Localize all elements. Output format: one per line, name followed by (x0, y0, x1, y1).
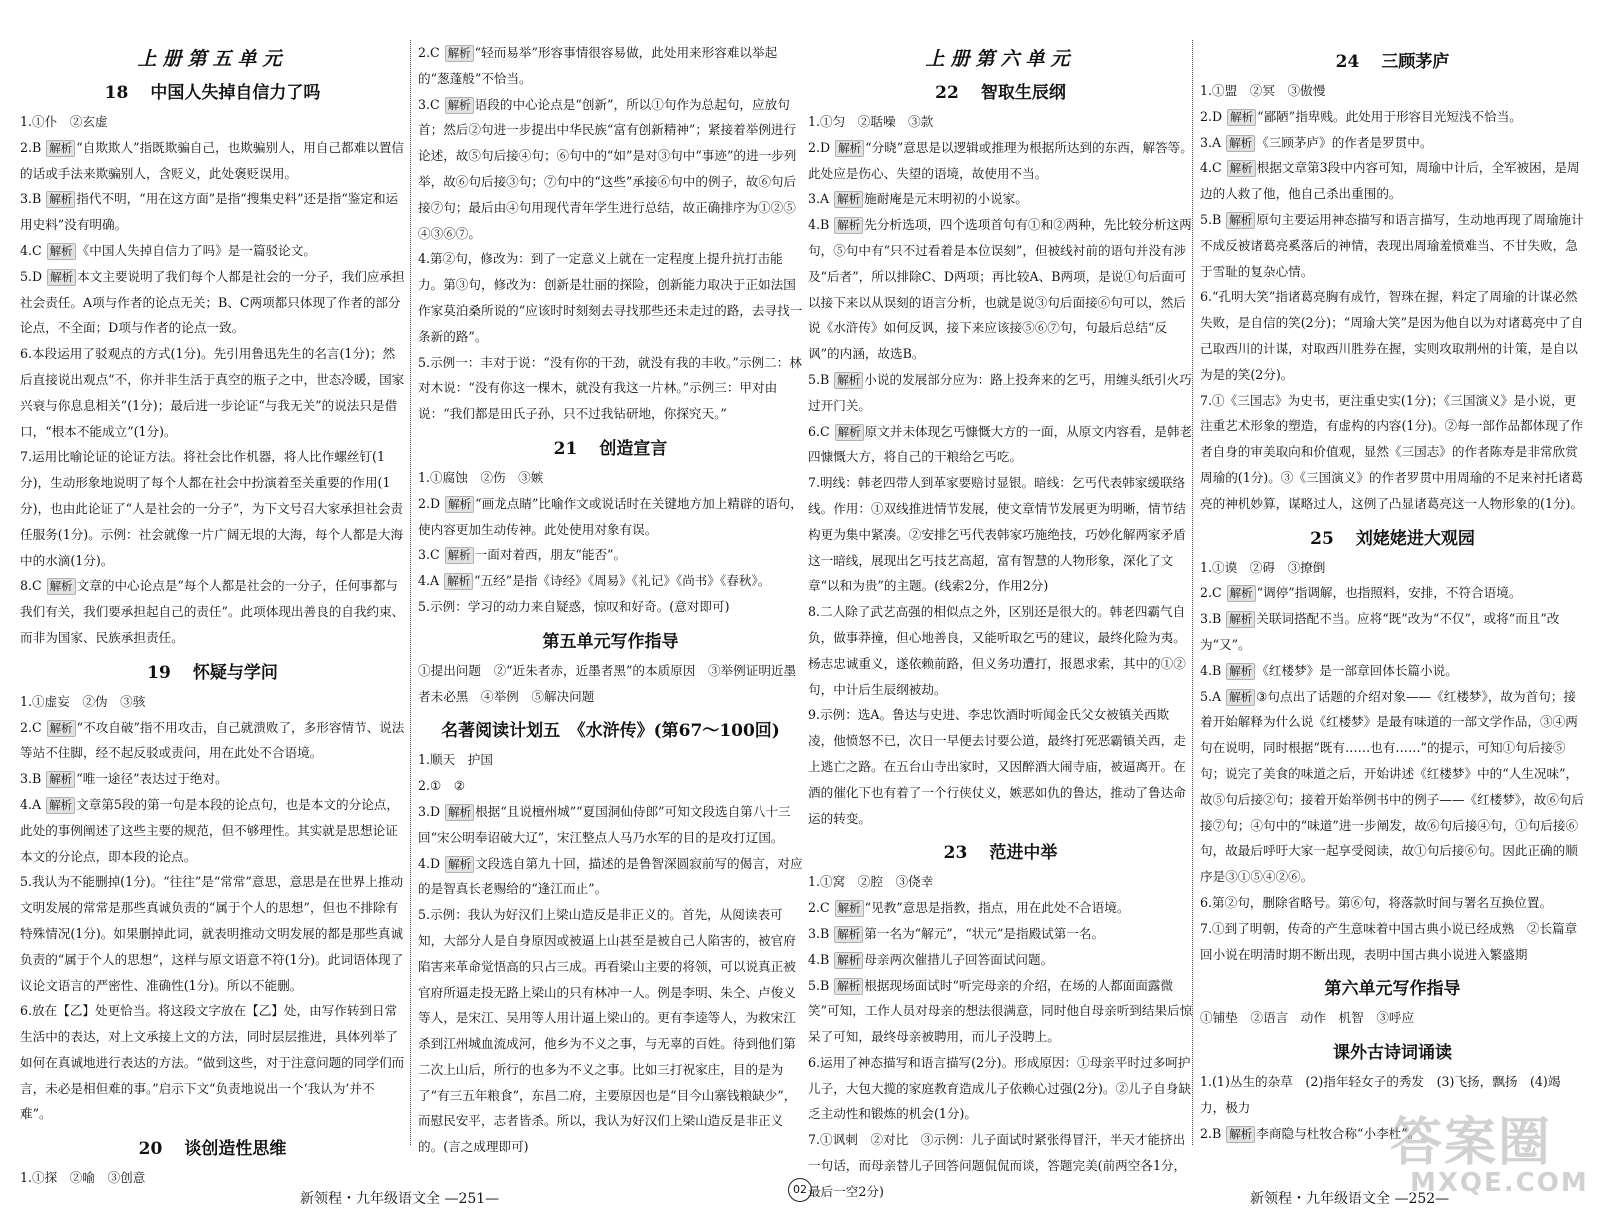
answer-text: 7.①讽刺 ②对比 ③示例：儿子面试时紧张得冒汗，半天才能挤出一句话，而母亲替儿子回答问题侃侃而谈，答题完美(前两空各1分，最后一空2分) (808, 1132, 1187, 1199)
answer-item (808, 1050, 1193, 1127)
answer-text: 1.①匀 ②聒噪 ③款 (808, 114, 934, 129)
answer-text: 2.C (808, 900, 830, 916)
analysis-tag: 解析 (1227, 160, 1256, 177)
answer-item (418, 594, 803, 620)
lesson-heading (418, 716, 803, 741)
answer-item (1200, 555, 1585, 581)
analysis-text: “分晓”意思是以逻辑或推理为根据所达到的东西，解答等。此处应是伤心、失望的语境，故使用不当。 (808, 139, 1193, 181)
watermark-logo (1370, 1100, 1595, 1210)
answer-item (1200, 78, 1585, 104)
lesson-heading (1200, 47, 1585, 72)
analysis-text: 小说的发展部分应为：路上投奔来的乞丐，用缠头纸引火巧过开门关。 (808, 371, 1192, 413)
answer-text: 8.C (20, 578, 42, 594)
lesson-number: 23 (943, 843, 968, 864)
answer-item (418, 542, 803, 568)
answer-text: 2.B (1200, 1125, 1222, 1141)
answer-text: 3.A (808, 191, 830, 207)
answer-item (20, 689, 405, 715)
answer-item (20, 766, 405, 792)
answer-item (808, 895, 1193, 921)
answer-text: 2.D (1200, 108, 1223, 124)
answer-item (1200, 658, 1585, 684)
lesson-heading (418, 434, 803, 459)
answer-text: 6.第②句，删除省略号。第⑥句，将落款时间与署名互换位置。 (1200, 894, 1553, 910)
analysis-tag: 解析 (47, 720, 76, 737)
answer-text: 2.C (20, 719, 42, 735)
analysis-tag: 解析 (834, 372, 863, 389)
answer-text: 3.A (1200, 134, 1222, 150)
answer-item (1200, 684, 1585, 890)
answer-item (20, 135, 405, 187)
answer-item (1200, 388, 1585, 517)
analysis-text: 原文并未体现乞丐慷慨大方的一面，从原文内容看，是韩老四慷慨大方，将自己的干粮给乞丐吃。 (808, 423, 1193, 465)
answer-text: 4.A (20, 796, 42, 812)
analysis-text: 《红楼梦》是一部章回体长篇小说。 (1256, 662, 1458, 678)
answer-item (20, 186, 405, 238)
answer-text: 4.D (418, 855, 441, 871)
analysis-tag: 解析 (46, 140, 75, 157)
analysis-tag: 解析 (835, 900, 864, 917)
analysis-text: ③句点出了话题的介绍对象——《红楼梦》，故为首句；接着开始解释为什么说《红楼梦》是最有味道的一部文学作品，③④两句在说明，同时根据“既有……也有……”的提示，可知①句后接⑤句；说完了美食的味道之后，开始讲述《红楼梦》中的“人生况味”，故⑤句后接②句；接着开始举例书中的例子——《红楼梦》，故⑥句后接⑦句；④句中的“味道”进一步阐发，故⑥句后接④句，①句后接⑥句，故最后呼吁大家一起享受阅读，故①句后接⑥句。因此正确的顺序是③①⑤④②⑥。 (1200, 688, 1585, 885)
column-4 (1200, 40, 1585, 1145)
answer-text: 1.顺天 护国 (418, 752, 493, 768)
answer-text: 4.C (1200, 160, 1222, 176)
answer-item (20, 715, 405, 767)
lesson-title: 智取生辰纲 (980, 83, 1066, 103)
lesson-title: 名著阅读计划五 《水浒传》(第67～100回) (441, 721, 780, 742)
answer-item (418, 40, 803, 92)
footer-page-number-left: 新领程・九年级语文全 —251— (300, 1191, 500, 1207)
answer-text: 3.B (808, 925, 830, 941)
answer-item (808, 869, 1193, 895)
lesson-number: 18 (104, 83, 129, 103)
analysis-text: 根据文章第3段中内容可知，周瑜中计后，全军被困，是周边的人救了他，他自己杀出重围的。 (1200, 160, 1580, 202)
analysis-text: “五经”是指《诗经》《周易》《礼记》《尚书》《春秋》。 (474, 573, 771, 589)
answer-text: 1.(1)丛生的杂草 (2)指年轻女子的秀发 (3)飞扬，飘扬 (4)竭力，极力 (1200, 1074, 1561, 1115)
lesson-heading (20, 78, 405, 103)
analysis-tag: 解析 (46, 771, 75, 788)
column-divider (1192, 40, 1193, 1145)
answer-text: 4.B (808, 951, 830, 967)
analysis-text: 文章第5段的第一句是本段的论点句，也是本文的分论点，此处的事例阐述了这些主要的规范，但不够理性。其实就是思想论证本文的分论点，即本段的论点。 (20, 796, 399, 864)
answer-text: 3.B (20, 191, 42, 207)
analysis-text: “调停”指调解，也指照料，安排，不符合语境。 (1256, 585, 1522, 601)
analysis-text: 一面对着西，朋友“能否”。 (474, 547, 627, 563)
analysis-text: 本文主要说明了我们每个人都是社会的一分子，我们应承担社会责任。A项与作者的论点无关；B、C两项都只体现了作者的部分论点，不全面；D项与作者的论点一致。 (20, 268, 405, 336)
answer-text: 3.C (418, 547, 440, 563)
answer-text: 7.运用比喻论证的论证方法。将社会比作机器，将人比作螺丝钉(1分)，生动形象地说明了每个人都在社会中扮演着至关重要的作用(1分)，也由此论证了“人是社会的一分子”，为下文号召大家承担社会责任服务(1分)。示例：社会就像一片广阔无垠的大海，每个人都是大海中的水滴(1分)。 (20, 449, 404, 568)
lesson-heading (1200, 1038, 1585, 1063)
analysis-tag: 解析 (1226, 212, 1255, 229)
answer-text: 3.C (418, 96, 440, 112)
answer-item (808, 135, 1193, 187)
answer-item (808, 367, 1193, 419)
lesson-title: 三顾茅庐 (1381, 52, 1450, 72)
column-1 (20, 40, 405, 1186)
analysis-tag: 解析 (835, 424, 864, 441)
answer-text: 5.B (1200, 211, 1222, 227)
analysis-text: 先分析选项，四个选项首句有①和②两种，先比较分析这两句，⑤句中有“只不过看着是本位误刻”，但被线衬前的语句并没有涉及“后者”，所以排除C、D两项；再比较A、B两项，是说①句后面可以接下来以从误刻的语言分析，也就是说③句后面接⑥句可以，然后说《水浒传》如何反讽，接下来应该接⑤⑥⑦句，句最后总结“反讽”的内涵，故选B。 (808, 217, 1192, 362)
answer-item (418, 658, 803, 710)
answer-text: 5.B (808, 977, 830, 993)
answer-text: 4.C (20, 242, 42, 258)
lesson-title: 创造宣言 (599, 438, 668, 459)
column-2 (418, 40, 803, 1155)
analysis-tag: 解析 (445, 547, 474, 564)
page-marker-badge: 02 (788, 1178, 812, 1202)
answer-text: 1.①探 ②喻 ③创意 (20, 1170, 146, 1186)
answer-text: 2.D (808, 139, 831, 155)
answer-text: 1.①仆 ②玄虚 (20, 114, 108, 129)
answer-item (808, 921, 1193, 947)
analysis-tag: 解析 (1226, 689, 1255, 706)
analysis-tag: 解析 (445, 496, 474, 513)
lesson-title: 谈创造性思维 (184, 1139, 287, 1160)
lesson-heading (808, 838, 1193, 863)
answer-item (808, 947, 1193, 973)
answer-item (808, 109, 1193, 135)
answer-text: 4.A (418, 573, 440, 589)
lesson-number: 25 (1310, 528, 1334, 549)
lesson-title: 课外古诗词诵读 (1333, 1043, 1452, 1064)
answer-item (1200, 284, 1585, 387)
answer-text: 3.B (20, 771, 42, 787)
answer-item (20, 238, 405, 264)
answer-item (418, 350, 803, 427)
analysis-tag: 解析 (834, 952, 863, 969)
answer-item (418, 465, 803, 491)
analysis-tag: 解析 (1226, 611, 1255, 628)
answer-item (20, 573, 405, 650)
analysis-tag: 解析 (445, 97, 474, 114)
answer-item (418, 491, 803, 543)
answer-text: 4.B (1200, 662, 1222, 678)
lesson-title: 第五单元写作指导 (542, 631, 679, 652)
answer-text: 5.示例：我认为好汉们上梁山造反是非正义的。首先，从阅读表可知，大部分人是自身原因或被逼上山甚至是被自己人陷害的，被官府陷害来革命觉悟高的只占三成。再看梁山主要的将领，可以说真正被官府所逼走投无路上梁山的只有林冲一人。例是李明、朱仝、卢俊义等人，是宋江、吴用等人用计逼上梁山的。更有李逵等人，为救宋江杀到江州城血流成河，他乡为不义之事，与无辜的百姓。待到他们第二次上山后，所行的也多为不义之事。比如三打祝家庄，目的是为了“有三五年粮食”，东昌二府，主要原因也是“目今山寨钱粮缺少”，而慰民安平，志者皆杀。所以，我认为好汉们上梁山造反是非正义的。(言之成理即可) (418, 907, 797, 1155)
analysis-tag: 解析 (834, 191, 863, 208)
lesson-title: 中国人失掉自信力了吗 (150, 83, 321, 103)
analysis-text: 《中国人失掉自信力了吗》是一篇驳论文。 (76, 242, 316, 258)
analysis-tag: 解析 (1227, 585, 1256, 602)
answer-item (808, 419, 1193, 471)
unit-title: 上册第五单元 (137, 48, 288, 70)
analysis-tag: 解析 (834, 926, 863, 943)
analysis-tag: 解析 (835, 140, 864, 157)
answer-item (808, 470, 1193, 599)
answer-item (1200, 580, 1585, 606)
answer-text: 8.二人除了武艺高强的相似点之外，区别还是很大的。韩老四霸气自负，做事莽撞，但心地善良，又能听取乞丐的建议，最终化险为夷。杨志忠诚重义，遂依赖前路，但义务功遭打，报恩求索，其中的①②句，中计后生辰纲被劫。 (808, 604, 1186, 697)
answer-item (808, 186, 1193, 212)
answer-text: 5.示例一：丰对于说：“没有你的干劲，就没有我的丰收。”示例二：林对木说：“没有你这一棵木，就没有我这一片林。”示例三：甲对由说：“我们都是田氏子孙，只不过我钻研地，你探究天。” (418, 354, 802, 422)
answer-item (808, 212, 1193, 367)
answer-item (808, 973, 1193, 1050)
analysis-text: 第一名为“解元”，“状元”是指殿试第一名。 (864, 925, 1105, 941)
column-divider (410, 40, 411, 1145)
analysis-text: 文段选自第九十回，描述的是鲁智深圆寂前写的偈言，对应的是智真长老赐给的“逢江而止”。 (418, 855, 803, 897)
answer-item (1200, 606, 1585, 658)
analysis-text: 原句主要运用神态描写和语言描写，生动地再现了周瑜施计不成反被诸葛亮奚落后的神情，表现出周瑜羞愤难当、不甘失败，急于雪耻的复杂心情。 (1200, 211, 1584, 279)
lesson-heading (808, 78, 1193, 103)
analysis-text: 根据现场面试时“听完母亲的介绍，在场的人都面面露微笑”可知，工作人员对母亲的想法很满意，同时他自母亲听到结果后惊呆了可知，最终母亲被聘用，而儿子没聘上。 (808, 977, 1193, 1045)
answer-item (418, 747, 803, 773)
analysis-text: 母亲两次催措儿子回答面试问题。 (864, 951, 1054, 967)
lesson-number: 20 (138, 1139, 163, 1160)
lesson-title: 刘姥姥进大观园 (1355, 528, 1475, 549)
answer-item (1200, 890, 1585, 916)
answer-text: 7.明线：韩老四带人到革家要赔讨显银。暗线：乞丐代表韩家缓联络线。作用：①双线推进情节发展，使文章情节发展更为明晰，情节结构更为集中紧凑。②安排乞丐代表韩家巧施绝技，巧妙化解两家矛盾这一暗线，展现出乞丐技艺高超，富有智慧的人物形象，深化了文章“以和为贵”的主题。(线索2分，作用2分) (808, 475, 1186, 594)
analysis-tag: 解析 (47, 578, 76, 595)
lesson-number: 22 (935, 83, 959, 103)
lesson-number: 21 (553, 438, 578, 459)
answer-item (1200, 104, 1585, 130)
analysis-tag: 解析 (444, 573, 473, 590)
answer-item (418, 902, 803, 1160)
answer-item (1200, 916, 1585, 968)
analysis-text: “鄙陋”指卑贱。此处用于形容目光短浅不恰当。 (1257, 108, 1522, 124)
analysis-tag: 解析 (46, 797, 75, 814)
answer-item (808, 599, 1193, 702)
analysis-text: “不攻自破”指不用攻击，自己就溃败了，多形容情节、说法等站不住脚，经不起反驳或责问，用在此处不合语境。 (20, 719, 405, 761)
answer-text: ①提出问题 ②“近朱者赤，近墨者黑”的本质原因 ③举例证明近墨者未必黑 ④举例 ⑤解决问题 (418, 662, 797, 704)
watermark-url: MXQE.COM (1410, 1168, 1589, 1198)
analysis-tag: 解析 (47, 269, 76, 286)
answer-text: 6.运用了神态描写和语言描写(2分)。形成原因：①母亲平时过多呵护儿子，大包大揽的家庭教育造成儿子依赖心过强(2分)。②儿子自身缺乏主动性和锻炼的机会(1分)。 (808, 1054, 1192, 1122)
answer-item (20, 341, 405, 444)
analysis-tag: 解析 (1226, 1126, 1255, 1143)
analysis-tag: 解析 (46, 191, 75, 208)
column-3 (808, 40, 1193, 1199)
answer-text: 5.B (808, 371, 830, 387)
analysis-text: “自欺欺人”指既欺骗自己，也欺骗别人，用自己都难以置信的话或手法来欺骗别人，含贬义，此处褒贬误用。 (20, 139, 405, 181)
analysis-tag: 解析 (445, 856, 474, 873)
answer-item (808, 702, 1193, 831)
answer-text: 7.①《三国志》为史书，更注重史实(1分)；《三国演义》是小说，更注重艺术形象的塑造，有虚构的内容(1分)。②每一部作品都体现了作者自身的审美取向和价值观，显然《三国志》的作者陈寿是非常欣赏周瑜的(1分)。③《三国演义》的作者罗贯中用周瑜的不足来衬托诸葛亮的神机妙算，谋略过人，这例了凸显诸葛亮这一人物形象的(1分)。 (1200, 392, 1584, 511)
answer-text: 5.A (1200, 688, 1222, 704)
answer-text: 2.C (418, 45, 440, 60)
lesson-title: 第六单元写作指导 (1324, 979, 1461, 1000)
lesson-title: 范进中举 (989, 843, 1058, 864)
answer-text: 2.C (1200, 585, 1222, 601)
watermark-text: 答案圈 (1390, 1113, 1553, 1173)
answer-item (20, 792, 405, 869)
analysis-tag: 解析 (834, 978, 863, 995)
answer-text: 1.①盟 ②冥 ③傲慢 (1200, 83, 1326, 98)
analysis-text: 指代不明，“用在这方面”是指“搜集史料”还是指“鉴定和运用史料”没有明确。 (20, 191, 399, 233)
analysis-text: 语段的中心论点是“创新”，所以①句作为总起句，应放句首；然后②句进一步提出中华民族“富有创新精神”；紧接着举例进行论述，故⑤句后接④句；⑥句中的“如”是对③句中“事迹”的进一步列举，故⑥句后接③句；⑦句中的“这些”承接⑥句中的例子，故⑥句后接⑦句；最后由④句用现代青年学生进行总结，故正确排序为①②⑤④③⑥⑦。 (418, 96, 797, 241)
answer-item (1200, 207, 1585, 284)
analysis-text: 施耐庵是元末明初的小说家。 (864, 191, 1028, 207)
answer-text: 1.①窝 ②腔 ③侥幸 (808, 874, 934, 890)
analysis-text: 关联词搭配不当。应将“既”改为“不仅”，或将“而且”改为“又”。 (1200, 611, 1560, 652)
answer-text: 2.B (20, 139, 42, 155)
answer-item (418, 851, 803, 903)
analysis-text: “轻而易举”形容事情很容易做，此处用来形容难以举起的“葱蓬般”不恰当。 (418, 45, 778, 86)
analysis-text: “画龙点睛”比喻作文或说话时在关键地方加上精辟的语句，使内容更加生动传神。此处使用对象有误。 (418, 495, 803, 537)
footer-page-number-right: 新领程・九年级语文全 —252— (1250, 1191, 1450, 1207)
answer-item (418, 92, 803, 247)
answer-text: 6.C (808, 423, 830, 439)
analysis-tag: 解析 (445, 45, 474, 62)
answer-item (418, 568, 803, 594)
analysis-tag: 解析 (1226, 663, 1255, 680)
analysis-text: “唯一途径”表达过于绝对。 (76, 771, 228, 787)
answer-text: 4.B (808, 217, 830, 233)
answer-item (418, 246, 803, 349)
answer-text: 1.①谟 ②碍 ③撩倒 (1200, 559, 1326, 575)
answer-text: 1.①腐蚀 ②伤 ③嫉 (418, 469, 544, 485)
answer-item (1200, 1005, 1585, 1031)
answer-item (20, 444, 405, 573)
answer-text: 3.D (418, 803, 441, 819)
answer-item (20, 109, 405, 135)
analysis-tag: 解析 (1226, 135, 1255, 152)
unit-title: 上册第六单元 (925, 48, 1076, 70)
right-page (800, 0, 1600, 1217)
answer-item (418, 773, 803, 799)
lesson-heading (1200, 524, 1585, 549)
answer-item (808, 1127, 1193, 1204)
lesson-heading (20, 1134, 405, 1159)
answer-text: 5.D (20, 268, 43, 284)
analysis-text: 李商隐与杜牧合称“小李杜”。 (1256, 1125, 1421, 1141)
analysis-tag: 解析 (1227, 109, 1256, 126)
analysis-text: 根据“且说檀州城”“夏国洞仙侍郎”可知文段选自第八十三回“宋公明奉诏破大辽”，宋江整点人马乃水军的目的是攻打辽国。 (418, 803, 791, 845)
lesson-number: 19 (147, 662, 171, 683)
answer-text: 2.D (418, 495, 441, 511)
answer-item (20, 264, 405, 341)
answer-item (418, 799, 803, 851)
analysis-text: “见教”意思是指教，指点，用在此处不合语境。 (864, 900, 1130, 916)
answer-item (1200, 130, 1585, 156)
answer-item (20, 869, 405, 998)
answer-text: 7.①到了明朝，传奇的产生意味着中国古典小说已经成熟 ②长篇章回小说在明清时期不断出现，表明中国古典小说进入繁盛期 (1200, 920, 1578, 962)
analysis-tag: 解析 (445, 804, 474, 821)
answer-text: 5.示例：学习的动力来自疑惑，惊叹和好奇。(意对即可) (418, 598, 730, 614)
lesson-heading (1200, 974, 1585, 999)
analysis-tag: 解析 (834, 217, 863, 234)
answer-text: 6.“孔明大笑”指诸葛亮胸有成竹，智珠在握，料定了周瑜的计谋必然失败，是自信的笑(2分)；“周瑜大笑”是因为他自以为对诸葛亮中了自己取西川的计谋，对取西川胜券在握，实则攻取荆州的计策，是自以为是的笑(2分)。 (1200, 289, 1584, 382)
analysis-text: 《三顾茅庐》的作者是罗贯中。 (1256, 134, 1433, 150)
lesson-heading (20, 658, 405, 683)
answer-text: 3.B (1200, 611, 1222, 627)
answer-text: 4.第②句，修改为：到了一定意义上就在一定程度上提升抗打击能力。第③句，修改为：创新是壮丽的探险，创新能力取决于正如法国作家莫泊桑所说的“应该时时刻刻去寻找那些还未走过的路，去寻找一条新的路”。 (418, 251, 803, 344)
lesson-number: 24 (1335, 52, 1360, 72)
answer-item (20, 998, 405, 1127)
answer-text: 6.放在【乙】处更恰当。将这段文字放在【乙】处，由写作转到日常生活中的表达，对上文承接上文的方法，同时层层推进，具体列举了如何在真诚地进行表达的方法。“做到这些，对于注意问题的同学们而言，未必是相但难的事。”启示下文“负责地说出一个‘我认为’并不难”。 (20, 1003, 405, 1122)
answer-text: 9.示例：选A。鲁达与史进、李忠饮酒时听闻金氏父女被镇关西欺凌，他愤怒不已，次日一早便去讨要公道，最终打死恶霸镇关西，走上逃亡之路。在五台山寺出家时，又因醉酒大闹寺庙，被逼离开。在酒的催化下也有着了一个行侠仗义，嫉恶如仇的鲁达，推动了鲁达命运的转变。 (808, 707, 1186, 826)
answer-text: 1.①虚妄 ②伪 ③骇 (20, 693, 146, 709)
lesson-heading (418, 627, 803, 652)
lesson-title: 怀疑与学问 (192, 662, 278, 683)
analysis-tag: 解析 (47, 243, 76, 260)
answer-text: 6.本段运用了驳观点的方式(1分)。先引用鲁迅先生的名言(1分)；然后直接说出观点“不，你并非生活于真空的瓶子之中，世态冷暖，国家兴衰与你息息相关”(1分)；最后进一步论证“与我无关”的说法只是借口，“根本不能成立”(1分)。 (20, 346, 405, 439)
answer-text: 5.我认为不能删掉(1分)。“往往”是“常常”意思，意思是在世界上推动文明发展的常常是那些真诚负责的“属于个人的思想”，但也不排除有特殊情况(1分)。如果删掉此词，就表明推动文明发展的都是那些真诚负责的“属于个人的思想”，这样与原文语意不符(1分)。此词语体现了议论文语言的严密性、准确性(1分)。所以不能删。 (20, 874, 404, 993)
answer-text: 2.① ② (418, 778, 466, 794)
answer-text: ①铺垫 ②语言 动作 机智 ③呼应 (1200, 1010, 1415, 1026)
answer-item (1200, 155, 1585, 207)
analysis-text: 文章的中心论点是“每个人都是社会的一分子，任何事都与我们有关，我们要承担起自己的责任”。此项体现出善良的自我约束、而非为国家、民族承担责任。 (20, 578, 405, 645)
